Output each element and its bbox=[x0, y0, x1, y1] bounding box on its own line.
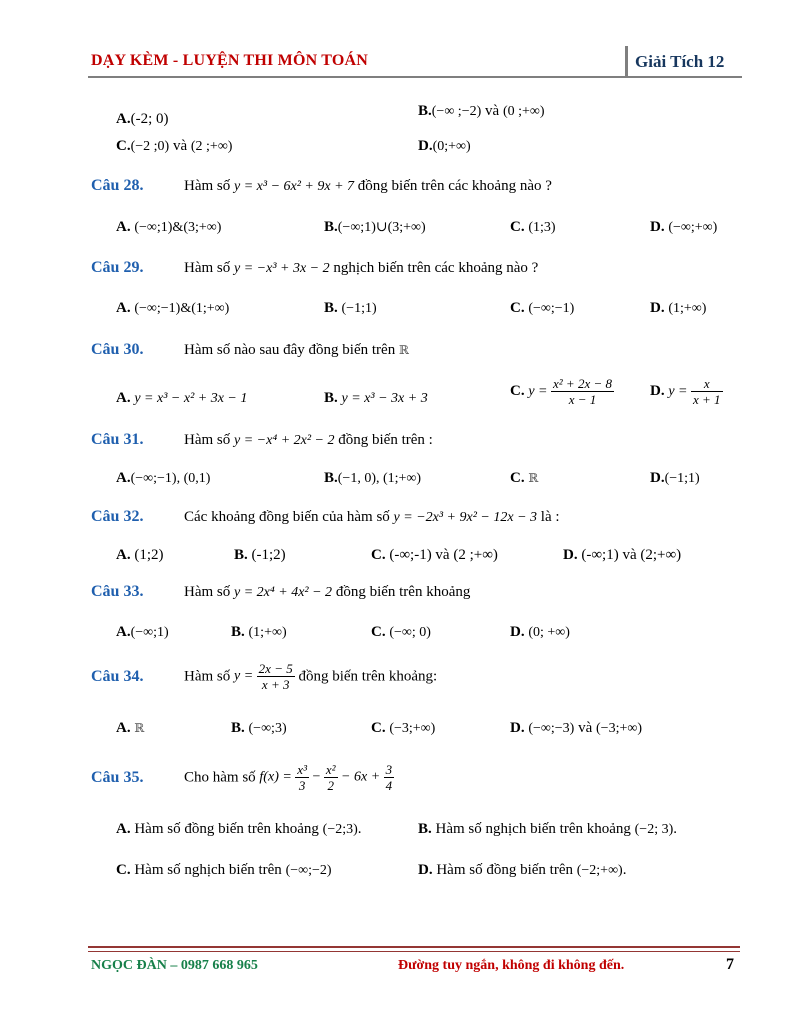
prev-option-d: D.(0;+∞) bbox=[418, 138, 471, 154]
q34-option-a: A. ℝ bbox=[116, 720, 145, 736]
q29-option-b: B. (−1;1) bbox=[324, 300, 377, 316]
q28-option-a: A. (−∞;1)&(3;+∞) bbox=[116, 219, 222, 235]
q30-option-b: B. y = x³ − 3x + 3 bbox=[324, 390, 428, 406]
q35-option-c: C. Hàm số nghịch biến trên (−∞;−2) bbox=[116, 862, 332, 878]
q29-option-a: A. (−∞;−1)&(1;+∞) bbox=[116, 300, 230, 316]
fraction: $\frac{\text{x² + 2x − 8}}{x - 1}$ bbox=[553, 376, 612, 407]
header-subject: Giải Tích 12 bbox=[635, 52, 725, 71]
q33-option-b: B. (1;+∞) bbox=[231, 624, 287, 640]
prev-option-b: B.(−∞ ;−2) và (0 ;+∞) bbox=[418, 103, 545, 119]
q31-option-d: D.(−1;1) bbox=[650, 470, 700, 486]
prev-option-c: C.(−2 ;0) và (2 ;+∞) bbox=[116, 138, 233, 154]
fraction: $\frac{x}{x + 1}$ bbox=[693, 376, 721, 407]
header-divider bbox=[625, 46, 628, 78]
header-rule bbox=[88, 76, 742, 78]
footer-author: NGỌC ĐÀN – 0987 668 965 bbox=[91, 958, 258, 973]
q32-option-b: B. (-1;2) bbox=[234, 547, 286, 563]
question-35: Câu 35. Cho hàm số f(x) = $\frac{\text{x³}}{3}$ − $\frac{\text{x²}}{2}$ − 6x + $\frac{3}{4}$ bbox=[91, 762, 393, 793]
q34-option-d: D. (−∞;−3) và (−3;+∞) bbox=[510, 720, 643, 736]
fraction: $\frac{3}{4}$ bbox=[385, 762, 393, 793]
q32-option-a: A. (1;2) bbox=[116, 547, 164, 563]
q35-option-a: A. Hàm số đồng biến trên khoảng (−2;3). bbox=[116, 821, 362, 837]
question-30: Câu 30. Hàm số nào sau đây đồng biến trên ℝ bbox=[91, 341, 409, 358]
q34-option-b: B. (−∞;3) bbox=[231, 720, 287, 736]
q31-option-a: A.(−∞;−1), (0,1) bbox=[116, 470, 211, 486]
q35-option-b: B. Hàm số nghịch biến trên khoảng (−2; 3). bbox=[418, 821, 677, 837]
footer-rule bbox=[88, 946, 740, 948]
q28-option-c: C. (1;3) bbox=[510, 219, 556, 235]
header-title: DẠY KÈM - LUYỆN THI MÔN TOÁN bbox=[91, 52, 369, 69]
fraction: $\frac{2x - 5}{x + 3}$ bbox=[258, 661, 293, 692]
footer-rule-thin bbox=[88, 951, 740, 952]
q33-option-c: C. (−∞; 0) bbox=[371, 624, 431, 640]
question-34: Câu 34. Hàm số y = $\frac{2x - 5}{x + 3}$ đồng biến trên khoảng: bbox=[91, 661, 438, 692]
q30-option-d: D. y = $\frac{x}{x + 1}$ bbox=[650, 376, 721, 407]
fraction: $\frac{\text{x²}}{2}$ bbox=[325, 762, 336, 793]
q33-option-a: A.(−∞;1) bbox=[116, 624, 169, 640]
q28-option-d: D. (−∞;+∞) bbox=[650, 219, 718, 235]
question-31: Câu 31. Hàm số y = −x⁴ + 2x² − 2 đồng biến trên : bbox=[91, 431, 433, 448]
question-28: Câu 28. Hàm số y = x³ − 6x² + 9x + 7 đồng biến trên các khoảng nào ? bbox=[91, 177, 552, 194]
question-33: Câu 33. Hàm số y = 2x⁴ + 4x² − 2 đồng biến trên khoảng bbox=[91, 583, 471, 600]
q34-option-c: C. (−3;+∞) bbox=[371, 720, 436, 736]
page-number: 7 bbox=[726, 956, 734, 973]
q29-option-c: C. (−∞;−1) bbox=[510, 300, 575, 316]
footer-motto: Đường tuy ngắn, không đi không đến. bbox=[398, 958, 625, 973]
q33-option-d: D. (0; +∞) bbox=[510, 624, 570, 640]
question-29: Câu 29. Hàm số y = −x³ + 3x − 2 nghịch biến trên các khoảng nào ? bbox=[91, 259, 539, 276]
q28-option-b: B.(−∞;1)∪(3;+∞) bbox=[324, 219, 426, 235]
q35-option-d: D. Hàm số đồng biến trên (−2;+∞). bbox=[418, 862, 627, 878]
prev-option-a: A.(-2; 0) bbox=[116, 111, 169, 127]
real-numbers-symbol: ℝ bbox=[398, 343, 409, 357]
q30-option-c: C. y = $\frac{\text{x² + 2x − 8}}{x - 1}$ bbox=[510, 376, 612, 407]
q30-option-a: A. y = x³ − x² + 3x − 1 bbox=[116, 390, 248, 406]
q32-option-d: D. (-∞;1) và (2;+∞) bbox=[563, 547, 682, 563]
question-32: Câu 32. Các khoảng đồng biến của hàm số y = −2x³ + 9x² − 12x − 3 là : bbox=[91, 508, 560, 525]
q31-option-b: B.(−1, 0), (1;+∞) bbox=[324, 470, 422, 486]
q31-option-c: C. ℝ bbox=[510, 470, 539, 486]
q29-option-d: D. (1;+∞) bbox=[650, 300, 707, 316]
fraction: $\frac{\text{x³}}{3}$ bbox=[297, 762, 307, 793]
q32-option-c: C. (-∞;-1) và (2 ;+∞) bbox=[371, 547, 498, 563]
